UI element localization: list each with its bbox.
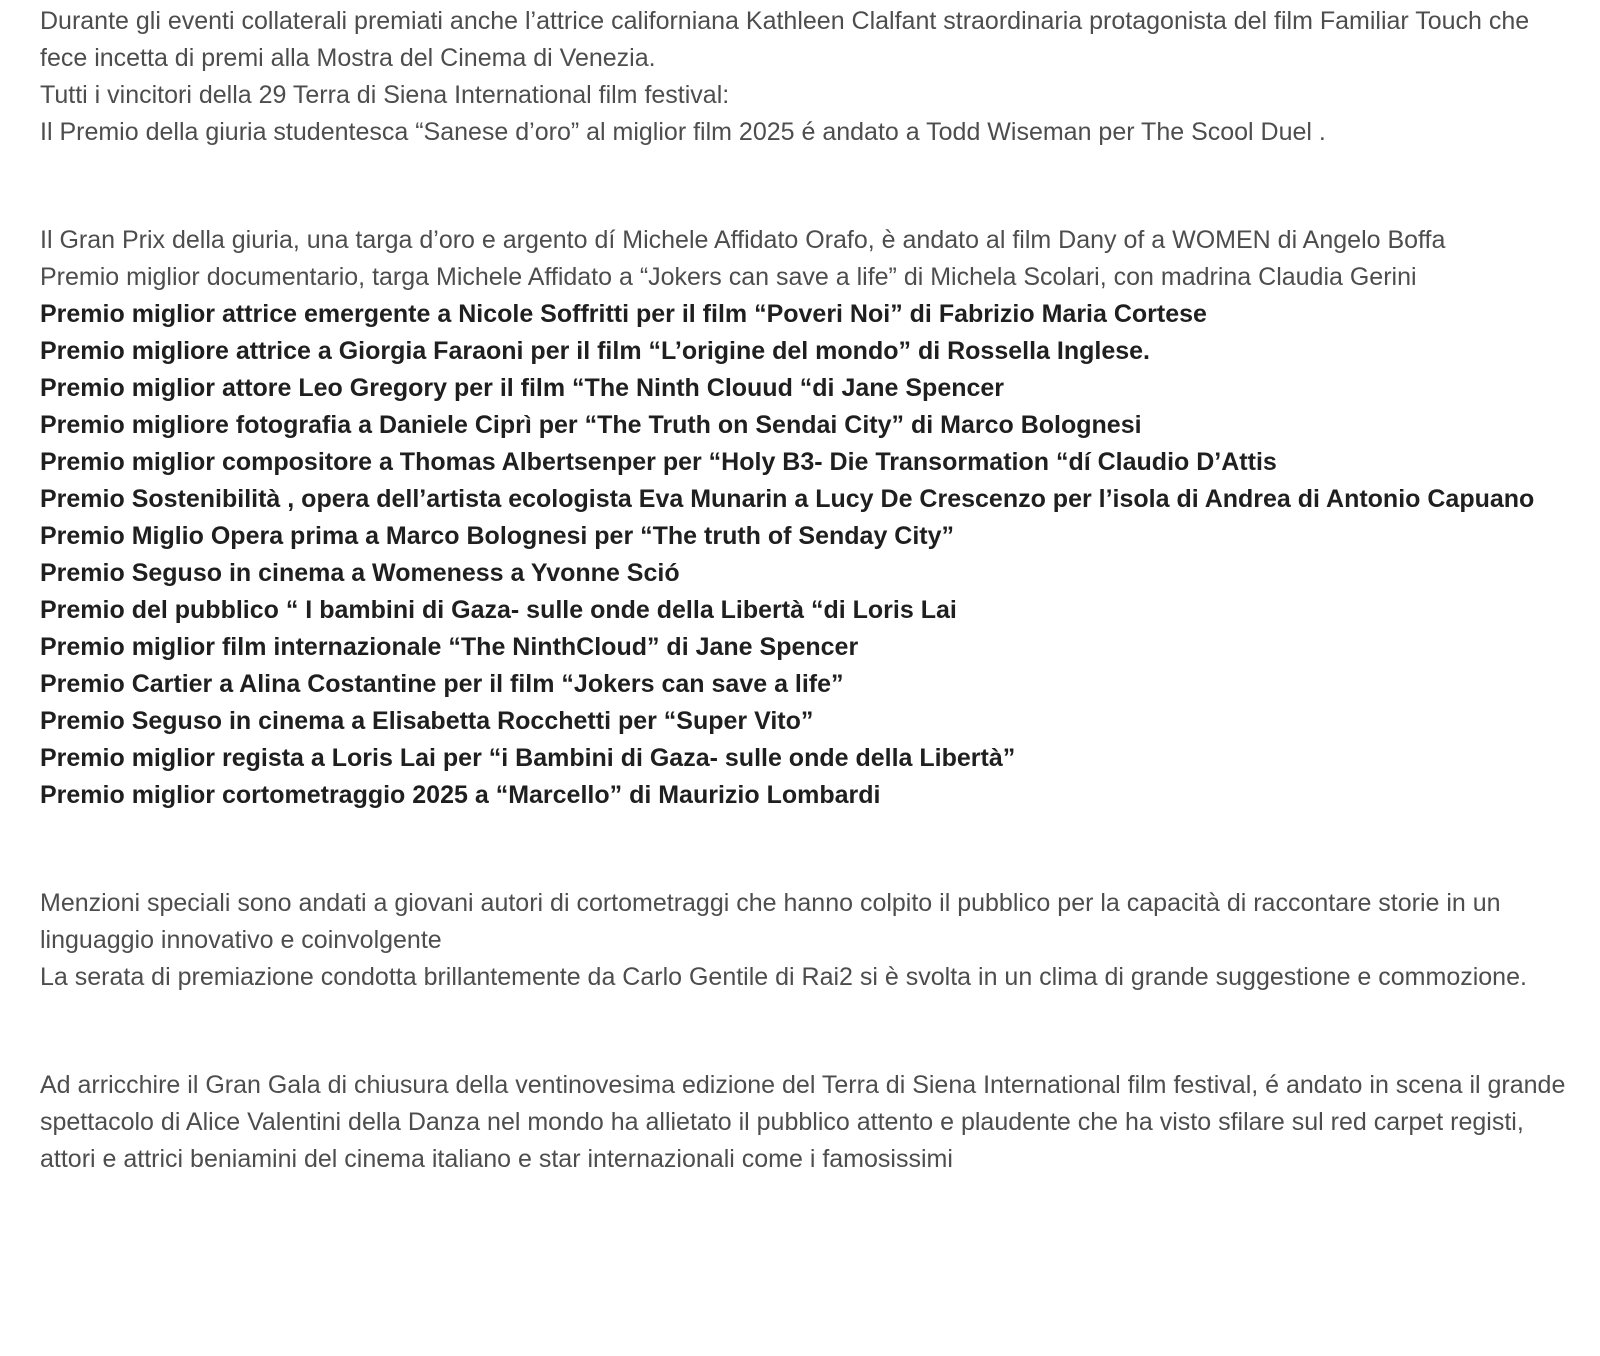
award-item: Premio miglior attore Leo Gregory per il film “The Ninth Clouud “di Jane Spencer [40, 374, 1005, 402]
award-item: Premio Cartier a Alina Costantine per il film “Jokers can save a life” [40, 670, 844, 698]
award-item: Premio Miglio Opera prima a Marco Bolognesi per “The truth of Senday City” [40, 522, 955, 550]
award-item: Premio Sostenibilità , opera dell’artista ecologista Eva Munarin a Lucy De Crescenzo per l’isola di Andrea di Antonio Capuano [40, 485, 1535, 513]
award-item: Premio del pubblico “ I bambini di Gaza- sulle onde della Libertà “di Loris Lai [40, 596, 957, 624]
intro-section [40, 3, 1570, 151]
paragraph-gap [40, 996, 1570, 1067]
documentary-award: Premio miglior documentario, targa Michele Affidato a “Jokers can save a life” di Michela Scolari, con madrina Claudia Gerini [40, 263, 1417, 291]
award-item: Premio migliore fotografia a Daniele Ciprì per “The Truth on Sendai City” di Marco Bolognesi [40, 411, 1142, 439]
paragraph-gap [40, 814, 1570, 885]
award-item: Premio miglior attrice emergente a Nicole Soffritti per il film “Poveri Noi” di Fabrizio Maria Cortese [40, 300, 1207, 328]
closing-paragraph: Ad arricchire il Gran Gala di chiusura della ventinovesima edizione del Terra di Siena International film festival, é andato in scena il grande spettacolo di Alice Valentini della Danza nel mondo ha allietato il pubblico attento e plaudente che ha visto sfilare sul red carpet registi, attori e attrici beniamini del cinema italiano e star internazionali come i famosissimi [40, 1071, 1566, 1173]
award-item: Premio migliore attrice a Giorgia Faraoni per il film “L’origine del mondo” di Rossella Inglese. [40, 337, 1150, 365]
award-item: Premio miglior regista a Loris Lai per “i Bambini di Gaza- sulle onde della Libertà” [40, 744, 1016, 772]
award-item: Premio miglior cortometraggio 2025 a “Marcello” di Maurizio Lombardi [40, 781, 881, 809]
student-jury-award: Il Premio della giuria studentesca “Sanese d’oro” al miglior film 2025 é andato a Todd Wiseman per The Scool Duel . [40, 118, 1326, 146]
mentions-section [40, 885, 1570, 996]
award-item: Premio miglior film internazionale “The NinthCloud” di Jane Spencer [40, 633, 859, 661]
closing-section [40, 1067, 1570, 1178]
winners-heading: Tutti i vincitori della 29 Terra di Siena International film festival: [40, 81, 730, 109]
ceremony-paragraph: La serata di premiazione condotta brillantemente da Carlo Gentile di Rai2 si è svolta in un clima di grande suggestione e commozione. [40, 963, 1527, 991]
special-mentions-paragraph: Menzioni speciali sono andati a giovani autori di cortometraggi che hanno colpito il pubblico per la capacità di raccontare storie in un linguaggio innovativo e coinvolgente [40, 889, 1501, 954]
award-item: Premio miglior compositore a Thomas Albertsenper per “Holy B3- Die Transormation “dí Claudio D’Attis [40, 448, 1277, 476]
article-body [40, 3, 1570, 1178]
grand-prix-award: Il Gran Prix della giuria, una targa d’oro e argento dí Michele Affidato Orafo, è andato al film Dany of a WOMEN di Angelo Boffa [40, 226, 1446, 254]
awards-section [40, 222, 1570, 814]
paragraph-gap [40, 151, 1570, 222]
intro-paragraph: Durante gli eventi collaterali premiati anche l’attrice californiana Kathleen Clalfant straordinaria protagonista del film Familiar Touch che fece incetta di premi alla Mostra del Cinema di Venezia. [40, 7, 1530, 72]
award-item: Premio Seguso in cinema a Elisabetta Rocchetti per “Super Vito” [40, 707, 814, 735]
award-item: Premio Seguso in cinema a Womeness a Yvonne Sció [40, 559, 680, 587]
